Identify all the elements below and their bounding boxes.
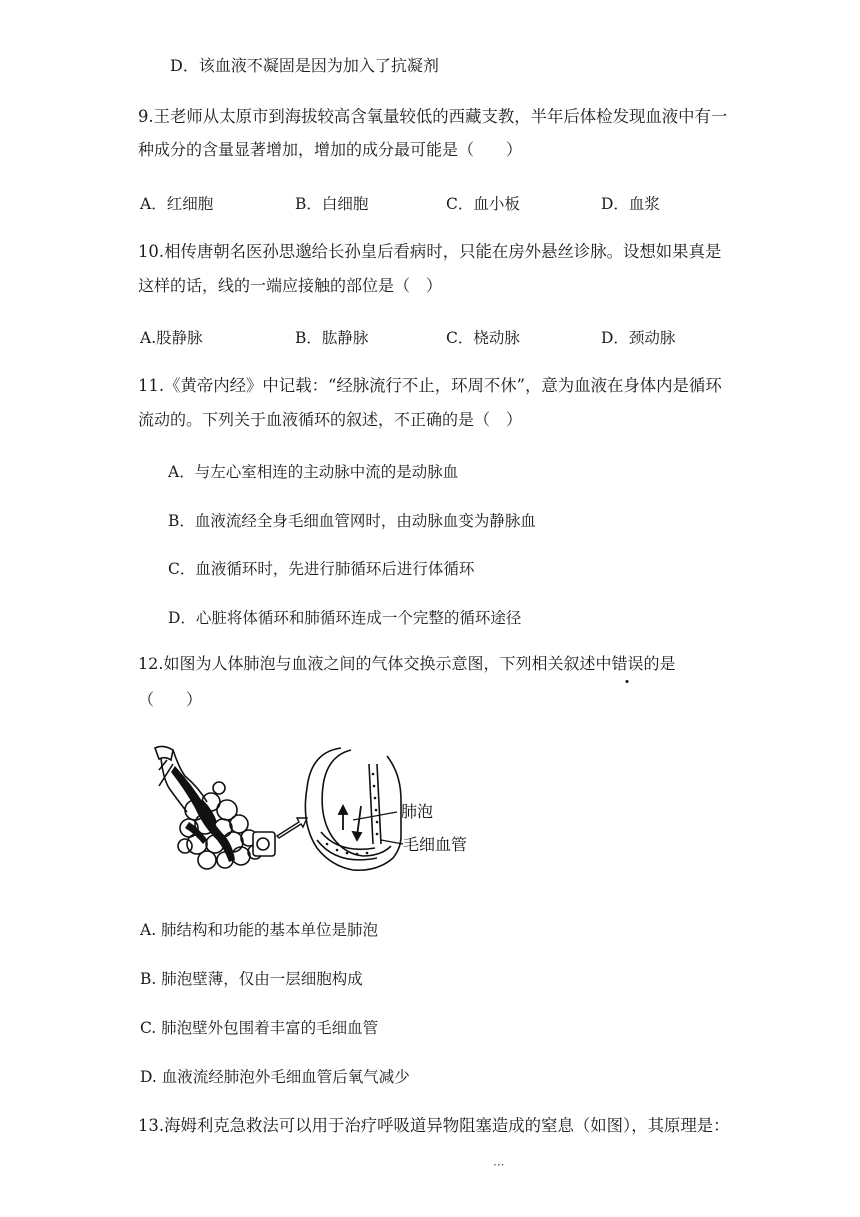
magnify-arrow bbox=[277, 818, 307, 838]
q8-option-d: D．该血液不凝固是因为加入了抗凝剂 bbox=[170, 56, 439, 75]
q12-option-d: D. 血液流经肺泡外毛细血管后氧气减少 bbox=[140, 1068, 410, 1086]
label-capillary: 毛细血管 bbox=[403, 835, 468, 854]
q12-stem-prefix: 12.如图为人体肺泡与血液之间的气体交换示意图，下列相关叙述中 bbox=[138, 654, 612, 673]
q9-option-a: A．红细胞 bbox=[140, 195, 214, 213]
q12-option-b: B. 肺泡壁薄，仅由一层细胞构成 bbox=[140, 970, 363, 988]
q10-stem-line1: 10.相传唐朝名医孙思邈给长孙皇后看病时，只能在房外悬丝诊脉。设想如果真是 bbox=[138, 242, 722, 261]
q9-stem-line2: 种成分的含量显著增加，增加的成分最可能是（ ） bbox=[138, 140, 523, 159]
q12-stem-emphasis bbox=[611, 654, 643, 673]
label-alveolus: 肺泡 bbox=[401, 802, 434, 821]
magnified-alveolus-box bbox=[253, 832, 275, 856]
q10-option-d: D．颈动脉 bbox=[601, 329, 676, 347]
q12-paren: （ ） bbox=[138, 690, 203, 709]
q9-stem-line1: 9.王老师从太原市到海拔较高含氧量较低的西藏支教，半年后体检发现血液中有一 bbox=[138, 107, 728, 126]
q10-option-b: B．肱静脉 bbox=[295, 329, 369, 347]
q12-emph-text: 错误 bbox=[611, 654, 644, 673]
q9-option-b: B．白细胞 bbox=[295, 195, 369, 213]
q12-stem-suffix: 的是 bbox=[643, 654, 676, 673]
alveolus-detail bbox=[305, 748, 401, 870]
q11-stem-line2: 流动的。下列关于血液循环的叙述，不正确的是（ ） bbox=[138, 410, 523, 429]
q11-stem-line1: 11.《黄帝内经》中记载：“经脉流行不止，环周不休”，意为血液在身体内是循环 bbox=[138, 376, 722, 395]
label-leader-lines bbox=[353, 812, 403, 844]
q9-option-c: C．血小板 bbox=[446, 195, 520, 213]
q12-option-a: A. 肺结构和功能的基本单位是肺泡 bbox=[140, 921, 379, 939]
lung-alveolus-figure bbox=[145, 740, 485, 890]
q10-stem-line2: 这样的话，线的一端应接触的部位是（ ） bbox=[138, 276, 443, 295]
q10-option-a: A.股静脉 bbox=[140, 329, 203, 347]
q11-option-a: A．与左心室相连的主动脉中流的是动脉血 bbox=[168, 463, 459, 481]
q11-option-b: B．血液流经全身毛细血管网时，由动脉血变为静脉血 bbox=[168, 512, 536, 530]
q12-stem bbox=[138, 654, 675, 673]
q10-option-c: C．桡动脉 bbox=[446, 329, 520, 347]
q11-option-d: D．心脏将体循环和肺循环连成一个完整的循环途径 bbox=[168, 609, 522, 627]
q9-option-d: D．血浆 bbox=[601, 195, 660, 213]
q12-option-c: C. 肺泡壁外包围着丰富的毛细血管 bbox=[140, 1019, 379, 1037]
q13-stem-line1: 13.海姆利克急救法可以用于治疗呼吸道异物阻塞造成的窒息（如图），其原理是： bbox=[138, 1116, 730, 1135]
q11-option-c: C．血液循环时，先进行肺循环后进行体循环 bbox=[168, 560, 475, 578]
footer-dots: ··· bbox=[493, 1158, 505, 1172]
blood-vessel-dark bbox=[171, 766, 235, 862]
exchange-arrows bbox=[339, 806, 361, 840]
